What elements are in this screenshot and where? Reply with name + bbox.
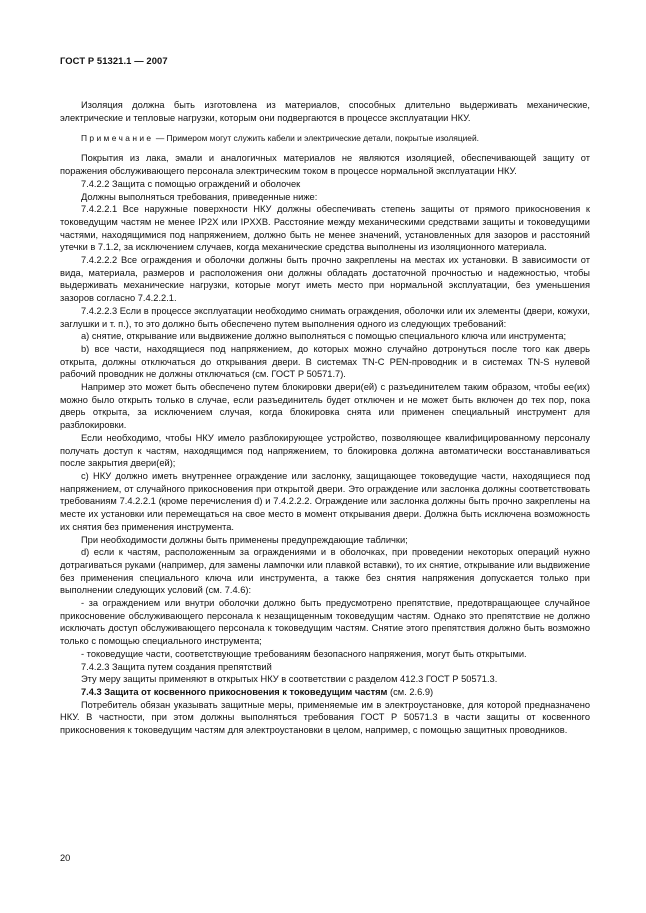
note-text: — Примером могут служить кабели и электрические детали, покрытые изоляцией. (155, 133, 479, 144)
paragraph: Изоляция должна быть изготовлена из материалов, способных длительно выдерживать механические, электрические и тепловые нагрузки, которым они подвергаются в процессе эксплуатации НКУ. (60, 100, 590, 123)
paragraph: Покрытия из лака, эмали и аналогичных материалов не являются изоляцией, обеспечивающей защиту от поражения обслуживающего персонала электрическим током в процессе нормальной эксплуатации НКУ. (60, 153, 590, 177)
document-header: ГОСТ Р 51321.1 — 2007 (60, 55, 168, 66)
section-heading: 7.4.2.3 Защита путем создания препятствий (81, 661, 272, 672)
paragraph: 7.4.2.2.1 Все наружные поверхности НКУ должны обеспечивать степень защиты от прямого прикосновения к токоведущим частям не менее IP2X или IPXXB. Расстояние между механическими средствами защиты и токоведущими частями, находящимися под напряжением, должно быть не менее значений, установленных для зазоров и расстояний утечки в 7.1.2, за исключением случаев, когда механические средства выполнены из изоляционного материала. (60, 204, 590, 253)
dash-item: - токоведущие части, соответствующие требованиям безопасного напряжения, могут быть открытыми. (81, 648, 527, 659)
page-number: 20 (60, 853, 71, 863)
heading-ref: (см. 2.6.9) (390, 686, 434, 697)
paragraph: 7.4.2.2.3 Если в процессе эксплуатации необходимо снимать ограждения, оболочки или их элементы (двери, кожухи, заглушки и т. п.), то это должно быть обеспечено путем выполнения одного из следующих требований: (60, 305, 590, 329)
note (60, 132, 590, 144)
list-item-b: b) все части, находящиеся под напряжением, до которых можно случайно дотронуться после того как дверь открыта, должны отключаться до открывания двери. В системах TN-C PEN-проводник и в системах TN-S нулевой рабочий проводник не должны отключаться (см. ГОСТ Р 50571.7). (60, 343, 590, 380)
document-body (60, 99, 590, 737)
paragraph: 7.4.2.2.2 Все ограждения и оболочки должны быть прочно закреплены на местах их установки. В зависимости от вида, материала, размеров и расположения они должны обладать достаточной прочностью и надежностью, чтобы выдерживать механические нагрузки, которые могут иметь место при нормальной эксплуатации, без уменьшения зазоров согласно 7.4.2.2.1. (60, 255, 590, 304)
list-item-a: a) снятие, открывание или выдвижение должно выполняться с помощью специального ключа или инструмента; (81, 331, 567, 342)
note-label: Примечание (81, 133, 154, 144)
section-heading-bold (60, 686, 590, 699)
section-heading: 7.4.2.2 Защита с помощью ограждений и оболочек (81, 178, 301, 189)
paragraph: Например это может быть обеспечено путем блокировки двери(ей) с разъединителем таким образом, чтобы ее(их) можно было открыть только в случае, если разъединитель будет отключен и не может быть включен до тех пор, пока дверь открыта, за исключением случая, когда блокировка снята или применен специальный инструмент для разблокировки. (60, 382, 590, 431)
heading-text: 7.4.3 Защита от косвенного прикосновения к токоведущим частям (81, 686, 388, 697)
paragraph: При необходимости должны быть применены предупреждающие таблички; (81, 534, 408, 545)
paragraph: Если необходимо, чтобы НКУ имело разблокирующее устройство, позволяющее квалифицированному персоналу получать доступ к частям, находящимся под напряжением, то блокировка должна автоматически восстанавливаться после закрытия двери(ей); (60, 432, 590, 469)
list-item-c: c) НКУ должно иметь внутреннее ограждение или заслонку, защищающее токоведущие части, находящиеся под напряжением, от случайного прикосновения при открытой двери. Это ограждение или заслонка должны соответствовать требованиям 7.4.2.2.1 (кроме перечисления d) и 7.4.2.2.2. Ограждение или заслонка должны быть прочно закреплены на месте их установки или перемещаться на свое место в момент открывания двери. Должна быть исключена возможность их снятия без применения инструмента. (60, 470, 590, 532)
paragraph: Потребитель обязан указывать защитные меры, применяемые им в электроустановке, для которой предназначено НКУ. В частности, при этом должны выполняться требования ГОСТ Р 50571.3 в части защиты от косвенного прикосновения к токоведущим частям для электроустановки в целом, например, с помощью защитных проводников. (60, 699, 590, 736)
paragraph: Должны выполняться требования, приведенные ниже: (81, 191, 318, 202)
list-item-d: d) если к частям, расположенным за ограждениями и в оболочках, при проведении некоторых операций нужно дотрагиваться руками (например, для замены лампочки или плавкой вставки), то их снятие, открывание или выдвижение без применения специального ключа или инструмента, а также без снятия напряжения допускается только при выполнении следующих условий (см. 7.4.6): (60, 547, 590, 596)
paragraph: Эту меру защиты применяют в открытых НКУ в соответствии с разделом 412.3 ГОСТ Р 50571.3. (81, 674, 498, 685)
dash-item: - за ограждением или внутри оболочки должно быть предусмотрено препятствие, предотвращающее случайное прикосновение обслуживающего персонала к незащищенным токоведущим частям. Однако это препятствие не должно исключать доступ обслуживающего персонала к токоведущим частям. Снятие этого препятствия должно быть возможно только с помощью специального инструмента; (60, 598, 590, 647)
